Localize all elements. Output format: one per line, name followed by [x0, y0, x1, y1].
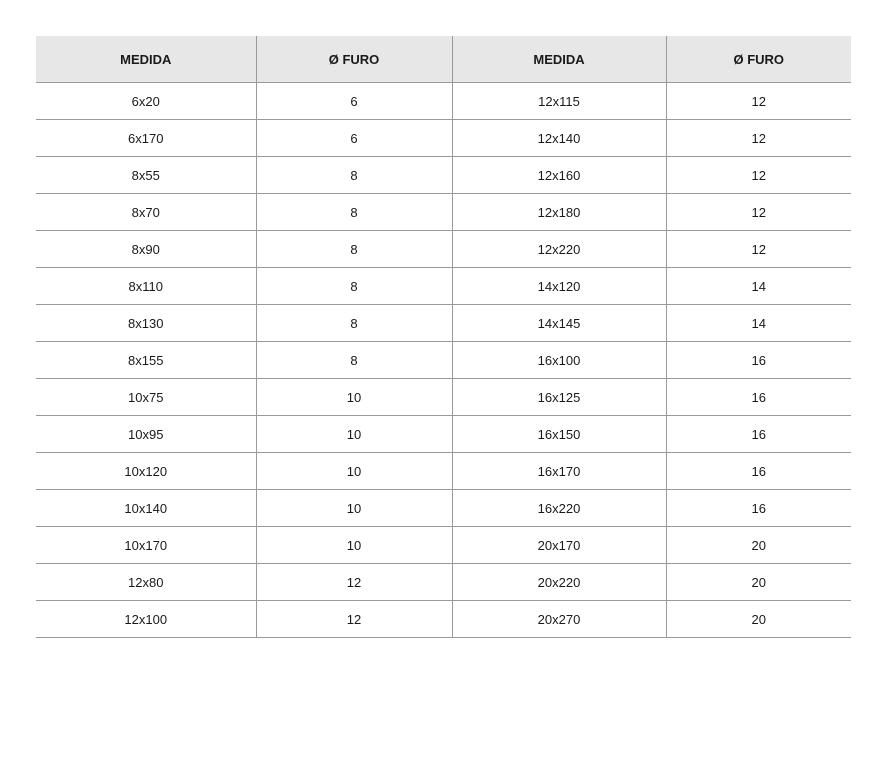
table-header-row: [36, 36, 851, 83]
cell-furo: 6: [256, 120, 452, 157]
cell-furo: 6: [256, 83, 452, 120]
table-row: [36, 120, 851, 157]
cell-medida: 14x145: [452, 305, 666, 342]
table-row: [36, 268, 851, 305]
table-row: [36, 379, 851, 416]
cell-furo: 8: [256, 268, 452, 305]
cell-medida: 8x90: [36, 231, 256, 268]
cell-medida: 12x160: [452, 157, 666, 194]
cell-medida: 12x115: [452, 83, 666, 120]
cell-medida: 16x170: [452, 453, 666, 490]
table-row: [36, 231, 851, 268]
cell-medida: 12x180: [452, 194, 666, 231]
cell-medida: 20x220: [452, 564, 666, 601]
cell-furo: 8: [256, 231, 452, 268]
cell-furo: 12: [666, 120, 851, 157]
cell-furo: 20: [666, 564, 851, 601]
cell-furo: 20: [666, 601, 851, 638]
cell-medida: 8x110: [36, 268, 256, 305]
cell-medida: 10x140: [36, 490, 256, 527]
cell-medida: 8x155: [36, 342, 256, 379]
cell-furo: 10: [256, 379, 452, 416]
cell-furo: 16: [666, 453, 851, 490]
cell-medida: 16x150: [452, 416, 666, 453]
table-row: [36, 305, 851, 342]
cell-furo: 12: [256, 601, 452, 638]
header-medida-right: MEDIDA: [452, 36, 666, 83]
table-row: [36, 83, 851, 120]
cell-medida: 20x170: [452, 527, 666, 564]
cell-medida: 8x70: [36, 194, 256, 231]
cell-furo: 14: [666, 268, 851, 305]
cell-medida: 12x140: [452, 120, 666, 157]
cell-medida: 16x100: [452, 342, 666, 379]
cell-medida: 10x95: [36, 416, 256, 453]
cell-furo: 16: [666, 416, 851, 453]
table-row: [36, 416, 851, 453]
cell-medida: 10x170: [36, 527, 256, 564]
cell-furo: 10: [256, 527, 452, 564]
cell-furo: 8: [256, 194, 452, 231]
dimensions-table-container: [36, 36, 851, 638]
dimensions-table: [36, 36, 851, 638]
cell-furo: 16: [666, 342, 851, 379]
cell-furo: 14: [666, 305, 851, 342]
cell-furo: 12: [666, 157, 851, 194]
cell-furo: 12: [666, 194, 851, 231]
cell-medida: 10x120: [36, 453, 256, 490]
table-row: [36, 490, 851, 527]
cell-furo: 12: [666, 231, 851, 268]
cell-furo: 8: [256, 342, 452, 379]
cell-medida: 12x80: [36, 564, 256, 601]
cell-medida: 6x20: [36, 83, 256, 120]
header-furo-right: Ø FURO: [666, 36, 851, 83]
cell-medida: 16x220: [452, 490, 666, 527]
cell-furo: 12: [256, 564, 452, 601]
cell-medida: 12x100: [36, 601, 256, 638]
cell-furo: 8: [256, 157, 452, 194]
table-body: [36, 83, 851, 638]
table-row: [36, 527, 851, 564]
cell-furo: 12: [666, 83, 851, 120]
table-row: [36, 194, 851, 231]
cell-furo: 10: [256, 453, 452, 490]
table-row: [36, 342, 851, 379]
cell-furo: 8: [256, 305, 452, 342]
cell-medida: 14x120: [452, 268, 666, 305]
header-medida-left: MEDIDA: [36, 36, 256, 83]
table-row: [36, 453, 851, 490]
cell-medida: 16x125: [452, 379, 666, 416]
table-row: [36, 157, 851, 194]
cell-furo: 10: [256, 416, 452, 453]
cell-furo: 16: [666, 490, 851, 527]
table-row: [36, 601, 851, 638]
cell-furo: 20: [666, 527, 851, 564]
cell-furo: 10: [256, 490, 452, 527]
header-furo-left: Ø FURO: [256, 36, 452, 83]
cell-medida: 12x220: [452, 231, 666, 268]
cell-furo: 16: [666, 379, 851, 416]
cell-medida: 10x75: [36, 379, 256, 416]
cell-medida: 8x130: [36, 305, 256, 342]
cell-medida: 20x270: [452, 601, 666, 638]
cell-medida: 6x170: [36, 120, 256, 157]
cell-medida: 8x55: [36, 157, 256, 194]
table-row: [36, 564, 851, 601]
